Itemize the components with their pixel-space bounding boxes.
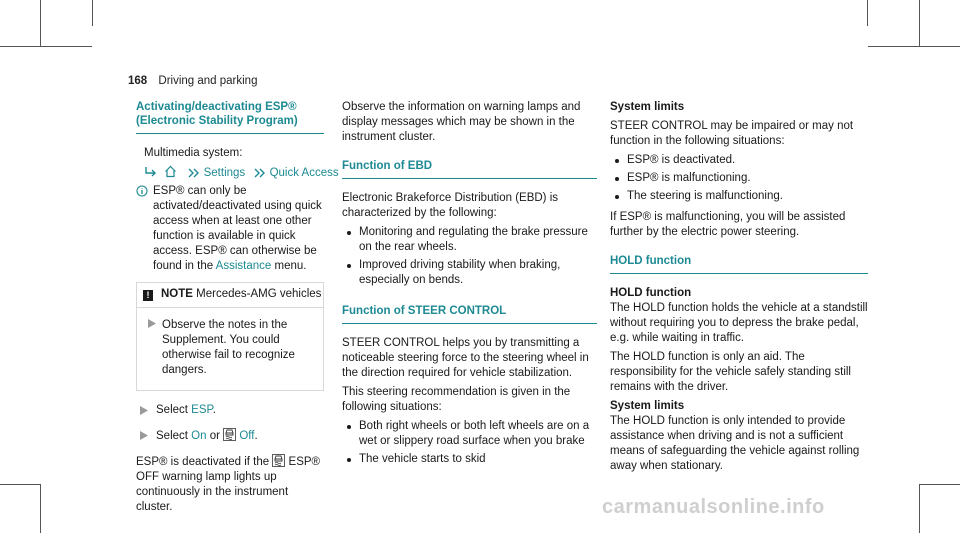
section-heading-ebd: Function of EBD — [342, 159, 597, 179]
limits-after-text: If ESP® is malfunctioning, you will be assisted further by the electric power steering. — [610, 211, 846, 238]
crop-mark — [919, 0, 920, 46]
hold-limits-text: The HOLD function is only intended to provide assistance when driving and is not a sufficient means of safeguarding the vehicle against rolling away when stationary. — [610, 415, 860, 472]
watermark: carmanualsonline.info — [602, 496, 825, 518]
note-box — [136, 282, 324, 391]
crop-mark — [40, 0, 41, 46]
on-option: On — [191, 430, 207, 442]
nav-path — [136, 165, 339, 181]
esp-off-icon — [223, 428, 236, 441]
esp-status-text: ESP® is deactivated if the ESP® OFF warning lamp lights up continuously in the instrument cluster. — [136, 456, 321, 513]
hold-subheading: HOLD function — [610, 287, 692, 299]
double-chevron-icon — [188, 168, 200, 178]
step-arrow-icon — [148, 319, 156, 328]
page-header — [128, 74, 257, 89]
crop-mark — [867, 0, 868, 26]
crop-mark — [919, 484, 920, 533]
ebd-list — [342, 225, 597, 288]
intro-text: Observe the information on warning lamps and display messages which may be shown in the instrument cluster. — [342, 101, 581, 143]
section-title: Driving and parking — [158, 75, 258, 87]
hold-limits-subheading: System limits — [610, 400, 685, 412]
double-chevron-icon — [254, 168, 266, 178]
step-select-on-off: Select On or Off. — [136, 428, 324, 444]
crop-mark — [868, 46, 960, 47]
info-tail: menu. — [274, 260, 307, 272]
note-body — [137, 308, 323, 390]
step-arrow-icon — [140, 431, 148, 440]
limits-text: STEER CONTROL may be impaired or may not function in the following situations: — [610, 120, 854, 147]
list-item: The vehicle starts to skid — [342, 452, 597, 467]
off-option: Off — [239, 430, 255, 442]
crop-mark — [92, 0, 93, 26]
limits-list — [610, 153, 868, 204]
info-icon — [136, 185, 148, 197]
nav-arrow-icon — [144, 167, 158, 178]
crop-mark — [40, 484, 41, 533]
column-middle — [342, 100, 597, 473]
note-header — [137, 283, 323, 308]
crop-mark — [0, 484, 40, 485]
nav-settings: Settings — [203, 167, 246, 179]
list-item: Monitoring and regulating the brake pressure on the rear wheels. — [342, 225, 597, 255]
note-label: NOTE — [161, 288, 193, 300]
list-item: Both right wheels or both left wheels are on a wet or slippery road surface when you brake — [342, 419, 597, 449]
section-heading-steer-control: Function of STEER CONTROL — [342, 304, 597, 324]
multimedia-label: Multimedia system: — [144, 147, 243, 159]
list-item: ESP® is malfunctioning. — [610, 171, 868, 186]
nav-quick-access: Quick Access — [269, 167, 339, 179]
info-text: ESP® can only be activated/deactivated using quick access when at least one other function is available in quick access. ESP® can otherwise be found in the — [153, 185, 322, 272]
page-number: 168 — [128, 75, 148, 87]
esp-off-warning-icon — [272, 454, 285, 467]
section-heading-esp: Activating/deactivating ESP® (Electronic Stability Program) — [136, 100, 324, 134]
home-icon — [164, 165, 177, 178]
column-left — [136, 100, 339, 519]
system-limits-heading: System limits — [610, 101, 685, 113]
list-item: Improved driving stability when braking, especially on bends. — [342, 258, 597, 288]
esp-option: ESP — [191, 404, 213, 416]
info-block — [136, 184, 324, 274]
crop-mark — [0, 46, 92, 47]
section-heading-hold: HOLD function — [610, 254, 868, 274]
warning-icon: ! — [143, 290, 153, 301]
note-title: Mercedes-AMG vehicles — [196, 288, 322, 300]
list-item: ESP® is deactivated. — [610, 153, 868, 168]
column-right — [610, 100, 868, 478]
step-arrow-icon — [140, 406, 148, 415]
steer-text-1: STEER CONTROL helps you by transmitting a noticeable steering force to the steering wheel in the direction required for vehicle stabilization. — [342, 337, 589, 379]
steer-text-2: This steering recommendation is given in the following situations: — [342, 386, 571, 413]
ebd-text: Electronic Brakeforce Distribution (EBD) is characterized by the following: — [342, 192, 559, 219]
crop-mark — [920, 484, 960, 485]
steer-list — [342, 419, 597, 467]
step-select-esp: Select ESP. — [136, 403, 324, 418]
list-item: The steering is malfunctioning. — [610, 189, 868, 204]
note-text: Observe the notes in the Supplement. You could otherwise fail to recognize dangers. — [162, 319, 295, 376]
hold-text-1: The HOLD function holds the vehicle at a standstill without requiring you to depress the brake pedal, e.g. while waiting in traffic. — [610, 302, 868, 344]
hold-text-2: The HOLD function is only an aid. The responsibility for the vehicle safely standing still remains with the driver. — [610, 351, 851, 393]
assistance-link: Assistance — [215, 260, 272, 272]
